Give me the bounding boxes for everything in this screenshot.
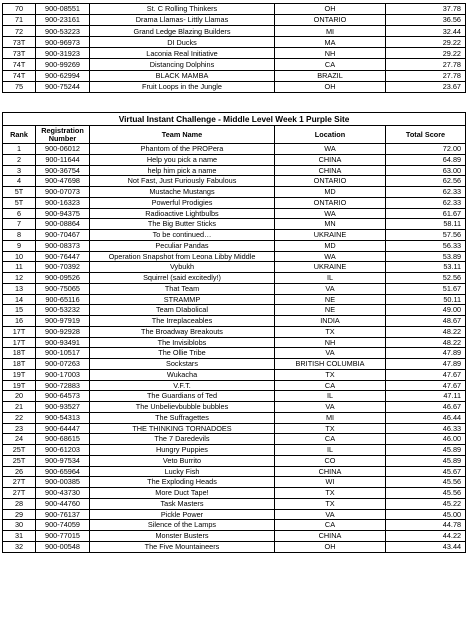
- registration-number-cell: 900-23161: [36, 15, 90, 26]
- team-name-cell: The Five Mountaineers: [90, 541, 275, 552]
- rank-cell: 29: [3, 509, 36, 520]
- section-title-row: [3, 113, 466, 126]
- team-name-cell: The Suffragettes: [90, 412, 275, 423]
- registration-number-cell: 900-36754: [36, 165, 90, 176]
- table-row: [3, 187, 466, 198]
- registration-number-cell: 900-93527: [36, 402, 90, 413]
- location-cell: WA: [275, 208, 386, 219]
- registration-number-cell: 900-47698: [36, 176, 90, 187]
- team-name-cell: Drama Llamas- Littly Llamas: [90, 15, 275, 26]
- location-cell: WI: [275, 477, 386, 488]
- location-cell: INDIA: [275, 316, 386, 327]
- team-name-cell: DI Ducks: [90, 37, 275, 48]
- team-name-cell: The Invisiblobs: [90, 337, 275, 348]
- registration-number-cell: 900-96973: [36, 37, 90, 48]
- team-name-cell: Radioactive Lightbulbs: [90, 208, 275, 219]
- location-cell: VA: [275, 283, 386, 294]
- total-score-cell: 44.22: [386, 531, 466, 542]
- rank-cell: 25T: [3, 445, 36, 456]
- rank-cell: 14: [3, 294, 36, 305]
- table-row: [3, 402, 466, 413]
- registration-number-cell: 900-53232: [36, 305, 90, 316]
- team-name-cell: Powerful Prodigies: [90, 197, 275, 208]
- rank-cell: 15: [3, 305, 36, 316]
- registration-number-cell: 900-76447: [36, 251, 90, 262]
- team-name-cell: Peculiar Pandas: [90, 240, 275, 251]
- location-cell: NH: [275, 48, 386, 59]
- team-name-cell: Team DIabolical: [90, 305, 275, 316]
- team-name-cell: That Team: [90, 283, 275, 294]
- registration-number-cell: 900-62994: [36, 70, 90, 81]
- table-row: [3, 380, 466, 391]
- registration-number-cell: 900-93491: [36, 337, 90, 348]
- rank-cell: 32: [3, 541, 36, 552]
- team-name-cell: Wukacha: [90, 369, 275, 380]
- location-cell: CHINA: [275, 165, 386, 176]
- team-name-cell: Phantom of the PROPera: [90, 144, 275, 155]
- rank-cell: 9: [3, 240, 36, 251]
- rank-cell: 5T: [3, 187, 36, 198]
- table-row: [3, 26, 466, 37]
- location-cell: MA: [275, 37, 386, 48]
- total-score-cell: 52.56: [386, 273, 466, 284]
- table-row: [3, 337, 466, 348]
- table-row: [3, 477, 466, 488]
- team-name-cell: Distancing Dolphins: [90, 59, 275, 70]
- team-name-cell: Lucky Fish: [90, 466, 275, 477]
- location-cell: CA: [275, 59, 386, 70]
- total-score-cell: 45.89: [386, 455, 466, 466]
- team-name-cell: BLACK MAMBA: [90, 70, 275, 81]
- location-header: Location: [275, 126, 386, 144]
- rank-cell: 18T: [3, 359, 36, 370]
- rank-cell: 74T: [3, 59, 36, 70]
- total-score-cell: 44.78: [386, 520, 466, 531]
- total-score-cell: 45.89: [386, 445, 466, 456]
- rank-cell: 11: [3, 262, 36, 273]
- location-cell: WA: [275, 251, 386, 262]
- team-name-cell: The Ollie Tribe: [90, 348, 275, 359]
- table-row: [3, 326, 466, 337]
- table-row: [3, 488, 466, 499]
- location-cell: CA: [275, 434, 386, 445]
- rank-cell: 12: [3, 273, 36, 284]
- table-row: [3, 165, 466, 176]
- location-cell: CO: [275, 455, 386, 466]
- total-score-cell: 45.00: [386, 509, 466, 520]
- team-name-cell: Vybukh: [90, 262, 275, 273]
- table-row: [3, 369, 466, 380]
- total-score-cell: 45.56: [386, 488, 466, 499]
- team-name-cell: To be continued…: [90, 230, 275, 241]
- rank-header: Rank: [3, 126, 36, 144]
- rank-cell: 24: [3, 434, 36, 445]
- team-name-cell: Fruit Loops in the Jungle: [90, 81, 275, 92]
- total-score-cell: 37.78: [386, 4, 466, 15]
- location-cell: WA: [275, 144, 386, 155]
- rank-cell: 7: [3, 219, 36, 230]
- purple-site-results-table: [2, 112, 466, 553]
- location-cell: MD: [275, 240, 386, 251]
- rank-cell: 8: [3, 230, 36, 241]
- table-row: [3, 176, 466, 187]
- registration-number-cell: 900-54313: [36, 412, 90, 423]
- team-name-cell: help him pick a name: [90, 165, 275, 176]
- rank-cell: 72: [3, 26, 36, 37]
- registration-number-cell: 900-16323: [36, 197, 90, 208]
- registration-number-cell: 900-68615: [36, 434, 90, 445]
- rank-cell: 18T: [3, 348, 36, 359]
- total-score-cell: 45.67: [386, 466, 466, 477]
- registration-number-header: Registration Number: [36, 126, 90, 144]
- team-name-cell: Monster Busters: [90, 531, 275, 542]
- registration-number-cell: 900-07073: [36, 187, 90, 198]
- table-row: [3, 70, 466, 81]
- team-name-cell: Task Masters: [90, 498, 275, 509]
- table-row: [3, 305, 466, 316]
- registration-number-cell: 900-92928: [36, 326, 90, 337]
- location-cell: NH: [275, 337, 386, 348]
- table-row: [3, 273, 466, 284]
- table-row: [3, 48, 466, 59]
- rank-cell: 20: [3, 391, 36, 402]
- registration-number-cell: 900-06012: [36, 144, 90, 155]
- column-header-row: [3, 126, 466, 144]
- registration-number-cell: 900-64447: [36, 423, 90, 434]
- registration-number-cell: 900-97534: [36, 455, 90, 466]
- rank-cell: 19T: [3, 380, 36, 391]
- location-cell: CHINA: [275, 466, 386, 477]
- table-row: [3, 251, 466, 262]
- registration-number-cell: 900-70467: [36, 230, 90, 241]
- total-score-cell: 57.56: [386, 230, 466, 241]
- registration-number-cell: 900-11644: [36, 154, 90, 165]
- total-score-cell: 48.67: [386, 316, 466, 327]
- table-row: [3, 15, 466, 26]
- registration-number-cell: 900-97919: [36, 316, 90, 327]
- table-row: [3, 154, 466, 165]
- location-cell: CHINA: [275, 154, 386, 165]
- registration-number-cell: 900-70392: [36, 262, 90, 273]
- location-cell: MI: [275, 412, 386, 423]
- rank-cell: 19T: [3, 369, 36, 380]
- location-cell: OH: [275, 4, 386, 15]
- location-cell: OH: [275, 541, 386, 552]
- rank-cell: 3: [3, 165, 36, 176]
- team-name-cell: St. C Rolling Thinkers: [90, 4, 275, 15]
- total-score-cell: 56.33: [386, 240, 466, 251]
- rank-cell: 6: [3, 208, 36, 219]
- rank-cell: 74T: [3, 70, 36, 81]
- table-row: [3, 531, 466, 542]
- location-cell: VA: [275, 402, 386, 413]
- table-row: [3, 230, 466, 241]
- team-name-cell: The Guardians of Ted: [90, 391, 275, 402]
- rank-cell: 27T: [3, 488, 36, 499]
- registration-number-cell: 900-99269: [36, 59, 90, 70]
- team-name-cell: The Exploding Heads: [90, 477, 275, 488]
- table-row: [3, 4, 466, 15]
- total-score-cell: 62.33: [386, 187, 466, 198]
- rank-cell: 1: [3, 144, 36, 155]
- total-score-cell: 61.67: [386, 208, 466, 219]
- location-cell: CA: [275, 520, 386, 531]
- registration-number-cell: 900-31923: [36, 48, 90, 59]
- team-name-cell: Veto Burrito: [90, 455, 275, 466]
- table-row: [3, 262, 466, 273]
- location-cell: TX: [275, 369, 386, 380]
- registration-number-cell: 900-08551: [36, 4, 90, 15]
- total-score-cell: 36.56: [386, 15, 466, 26]
- registration-number-cell: 900-64573: [36, 391, 90, 402]
- registration-number-cell: 900-00385: [36, 477, 90, 488]
- table-row: [3, 391, 466, 402]
- table-row: [3, 445, 466, 456]
- team-name-cell: Not Fast, Just Furiously Fabulous: [90, 176, 275, 187]
- rank-cell: 23: [3, 423, 36, 434]
- table-row: [3, 498, 466, 509]
- registration-number-cell: 900-44760: [36, 498, 90, 509]
- registration-number-cell: 900-65116: [36, 294, 90, 305]
- team-name-cell: Pickle Power: [90, 509, 275, 520]
- total-score-cell: 46.67: [386, 402, 466, 413]
- registration-number-cell: 900-53223: [36, 26, 90, 37]
- table-row: [3, 316, 466, 327]
- rank-cell: 16: [3, 316, 36, 327]
- team-name-cell: Sockstars: [90, 359, 275, 370]
- location-cell: CA: [275, 380, 386, 391]
- table-row: [3, 81, 466, 92]
- total-score-cell: 46.00: [386, 434, 466, 445]
- rank-cell: 22: [3, 412, 36, 423]
- team-name-cell: More Duct Tape!: [90, 488, 275, 499]
- total-score-cell: 27.78: [386, 59, 466, 70]
- team-name-cell: Hungry Puppies: [90, 445, 275, 456]
- rank-cell: 75: [3, 81, 36, 92]
- rank-cell: 30: [3, 520, 36, 531]
- location-cell: ONTARIO: [275, 176, 386, 187]
- registration-number-cell: 900-10517: [36, 348, 90, 359]
- previous-results-table: [2, 3, 466, 93]
- table-row: [3, 541, 466, 552]
- registration-number-cell: 900-75065: [36, 283, 90, 294]
- location-cell: MN: [275, 219, 386, 230]
- table-row: [3, 423, 466, 434]
- team-name-cell: The Broadway Breakouts: [90, 326, 275, 337]
- table-row: [3, 144, 466, 155]
- table-row: [3, 509, 466, 520]
- rank-cell: 70: [3, 4, 36, 15]
- rank-cell: 21: [3, 402, 36, 413]
- location-cell: NE: [275, 305, 386, 316]
- rank-cell: 10: [3, 251, 36, 262]
- location-cell: MI: [275, 26, 386, 37]
- total-score-cell: 53.11: [386, 262, 466, 273]
- team-name-cell: The Irreplaceables: [90, 316, 275, 327]
- total-score-cell: 27.78: [386, 70, 466, 81]
- rank-cell: 4: [3, 176, 36, 187]
- registration-number-cell: 900-43730: [36, 488, 90, 499]
- table-row: [3, 434, 466, 445]
- total-score-cell: 29.22: [386, 37, 466, 48]
- team-name-cell: Operation Snapshot from Leona Libby Middle: [90, 251, 275, 262]
- total-score-cell: 47.11: [386, 391, 466, 402]
- location-cell: IL: [275, 445, 386, 456]
- team-name-cell: Squirrel (said excitedly!): [90, 273, 275, 284]
- registration-number-cell: 900-94375: [36, 208, 90, 219]
- total-score-cell: 45.22: [386, 498, 466, 509]
- rank-cell: 17T: [3, 326, 36, 337]
- team-name-cell: The Big Butter Sticks: [90, 219, 275, 230]
- team-name-cell: Laconia Real Initiative: [90, 48, 275, 59]
- location-cell: ONTARIO: [275, 15, 386, 26]
- total-score-cell: 46.33: [386, 423, 466, 434]
- rank-cell: 73T: [3, 37, 36, 48]
- total-score-cell: 72.00: [386, 144, 466, 155]
- total-score-cell: 45.56: [386, 477, 466, 488]
- team-name-cell: STRAMMP: [90, 294, 275, 305]
- team-name-header: Team Name: [90, 126, 275, 144]
- location-cell: TX: [275, 326, 386, 337]
- table-row: [3, 359, 466, 370]
- total-score-cell: 50.11: [386, 294, 466, 305]
- location-cell: OH: [275, 81, 386, 92]
- table-row: [3, 294, 466, 305]
- registration-number-cell: 900-00548: [36, 541, 90, 552]
- rank-cell: 26: [3, 466, 36, 477]
- table-row: [3, 208, 466, 219]
- total-score-cell: 32.44: [386, 26, 466, 37]
- total-score-cell: 62.56: [386, 176, 466, 187]
- total-score-cell: 47.67: [386, 369, 466, 380]
- table-row: [3, 219, 466, 230]
- rank-cell: 13: [3, 283, 36, 294]
- registration-number-cell: 900-76137: [36, 509, 90, 520]
- total-score-cell: 47.89: [386, 359, 466, 370]
- location-cell: ONTARIO: [275, 197, 386, 208]
- location-cell: UKRAINE: [275, 230, 386, 241]
- location-cell: BRITISH COLUMBIA: [275, 359, 386, 370]
- total-score-cell: 62.33: [386, 197, 466, 208]
- table-row: [3, 59, 466, 70]
- section-title: Virtual Instant Challenge - Middle Level Week 1 Purple Site: [3, 113, 466, 126]
- table-row: [3, 520, 466, 531]
- table-row: [3, 348, 466, 359]
- total-score-cell: 23.67: [386, 81, 466, 92]
- total-score-cell: 49.00: [386, 305, 466, 316]
- team-name-cell: Grand Ledge Blazing Builders: [90, 26, 275, 37]
- location-cell: IL: [275, 391, 386, 402]
- team-name-cell: Silence of the Lamps: [90, 520, 275, 531]
- team-name-cell: The 7 Daredevils: [90, 434, 275, 445]
- total-score-cell: 43.44: [386, 541, 466, 552]
- location-cell: BRAZIL: [275, 70, 386, 81]
- rank-cell: 25T: [3, 455, 36, 466]
- location-cell: TX: [275, 488, 386, 499]
- total-score-cell: 53.89: [386, 251, 466, 262]
- total-score-cell: 64.89: [386, 154, 466, 165]
- table-row: [3, 240, 466, 251]
- table-row: [3, 455, 466, 466]
- location-cell: VA: [275, 348, 386, 359]
- team-name-cell: V.F.T.: [90, 380, 275, 391]
- registration-number-cell: 900-07263: [36, 359, 90, 370]
- table-row: [3, 412, 466, 423]
- registration-number-cell: 900-61203: [36, 445, 90, 456]
- table-row: [3, 37, 466, 48]
- registration-number-cell: 900-77015: [36, 531, 90, 542]
- registration-number-cell: 900-08864: [36, 219, 90, 230]
- location-cell: VA: [275, 509, 386, 520]
- registration-number-cell: 900-75244: [36, 81, 90, 92]
- total-score-cell: 48.22: [386, 337, 466, 348]
- registration-number-cell: 900-17003: [36, 369, 90, 380]
- team-name-cell: Mustache Mustangs: [90, 187, 275, 198]
- total-score-header: Total Score: [386, 126, 466, 144]
- team-name-cell: Help you pick a name: [90, 154, 275, 165]
- total-score-cell: 58.11: [386, 219, 466, 230]
- total-score-cell: 48.22: [386, 326, 466, 337]
- registration-number-cell: 900-74059: [36, 520, 90, 531]
- rank-cell: 73T: [3, 48, 36, 59]
- rank-cell: 71: [3, 15, 36, 26]
- rank-cell: 2: [3, 154, 36, 165]
- team-name-cell: The Unbelievbubble bubbles: [90, 402, 275, 413]
- previous-results-body: [3, 4, 466, 93]
- purple-site-results-body: [3, 144, 466, 553]
- registration-number-cell: 900-72883: [36, 380, 90, 391]
- rank-cell: 28: [3, 498, 36, 509]
- location-cell: NE: [275, 294, 386, 305]
- rank-cell: 27T: [3, 477, 36, 488]
- location-cell: TX: [275, 423, 386, 434]
- location-cell: TX: [275, 498, 386, 509]
- table-row: [3, 466, 466, 477]
- registration-number-cell: 900-65964: [36, 466, 90, 477]
- registration-number-cell: 900-09526: [36, 273, 90, 284]
- registration-number-cell: 900-08373: [36, 240, 90, 251]
- rank-cell: 17T: [3, 337, 36, 348]
- total-score-cell: 29.22: [386, 48, 466, 59]
- location-cell: UKRAINE: [275, 262, 386, 273]
- total-score-cell: 46.44: [386, 412, 466, 423]
- total-score-cell: 63.00: [386, 165, 466, 176]
- table-row: [3, 197, 466, 208]
- rank-cell: 31: [3, 531, 36, 542]
- location-cell: IL: [275, 273, 386, 284]
- location-cell: CHINA: [275, 531, 386, 542]
- location-cell: MD: [275, 187, 386, 198]
- table-row: [3, 283, 466, 294]
- rank-cell: 5T: [3, 197, 36, 208]
- total-score-cell: 47.67: [386, 380, 466, 391]
- team-name-cell: THE THINKING TORNADOES: [90, 423, 275, 434]
- total-score-cell: 51.67: [386, 283, 466, 294]
- total-score-cell: 47.89: [386, 348, 466, 359]
